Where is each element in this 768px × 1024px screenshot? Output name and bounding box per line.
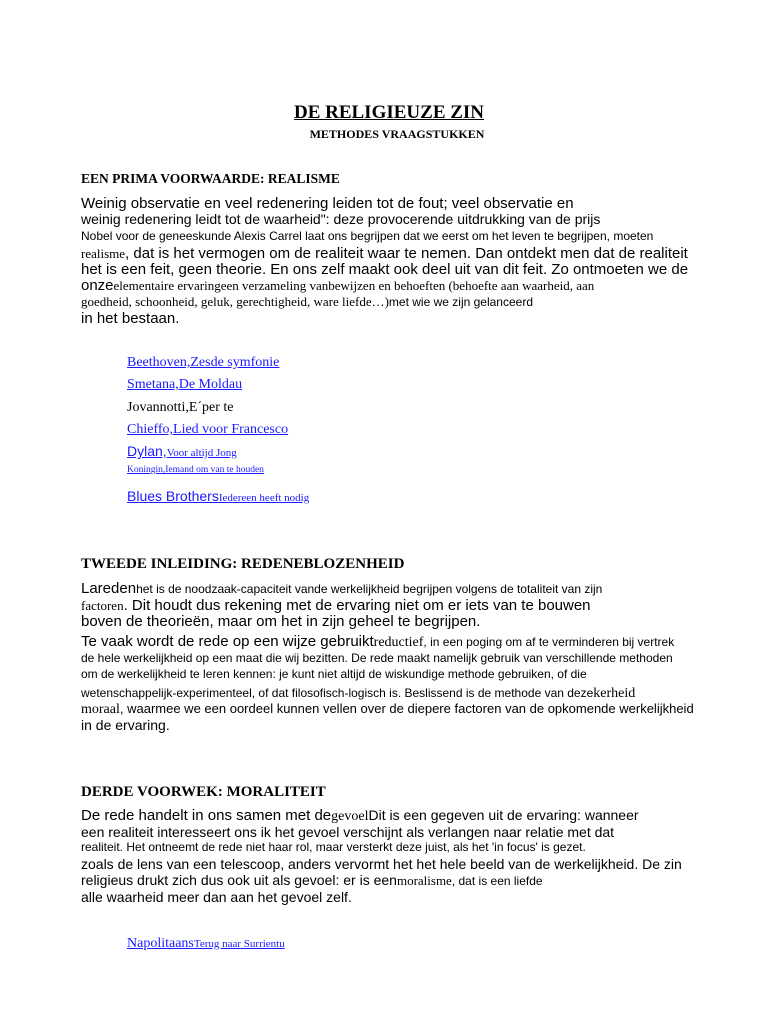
section1-line-7-text: goedheid, schoonheid, geluk, gerechtigheid, ware liefde…)	[81, 294, 389, 309]
napolitaans-song: Terug naar Surrientu	[193, 938, 285, 950]
section1-line-2: weinig redenering leidt tot de waarheid": deze provocerende uitdrukking van de prijs	[81, 211, 601, 227]
music-link-blues-brothers[interactable]	[127, 488, 309, 506]
section1-heading: EEN PRIMA VOORWAARDE: REALISME	[81, 171, 340, 186]
section3-line-5	[81, 872, 543, 890]
document-subtitle: METHODES VRAAGSTUKKEN	[309, 127, 485, 141]
section3-line-5-text: religieus drukt zich dus ook uit als gevoel: er is een	[81, 872, 397, 888]
section1-line-6-rest: een verzameling vanbewijzen en behoeften (behoefte aan waarheid, aan	[220, 278, 595, 293]
music-link-smetana[interactable]: Smetana,De Moldau	[127, 377, 243, 392]
section2-heading: TWEEDE INLEIDING: REDENEBLOZENHEID	[81, 556, 405, 572]
lareden-word: Lareden	[81, 580, 137, 597]
blues-song: Iedereen heeft nodig	[218, 492, 310, 504]
section2-line-6: om de werkelijkheid te leren kennen: je kunt niet altijd de wiskundige methode gebruiken, of die	[81, 667, 587, 681]
section2-line-8	[81, 700, 694, 718]
section2-line-5: de hele werkelijkheid op een maat die wij bezitten. De rede maakt namelijk gebruik van verschillende methoden	[81, 651, 673, 665]
section1-line-1: Weinig observatie en veel redenering leiden tot de fout; veel observatie en	[81, 195, 574, 212]
section1-line-7	[81, 293, 533, 311]
section2-line-9: in de ervaring.	[81, 717, 170, 733]
section2-line-3: boven de theorieën, maar om het in zijn geheel te begrijpen.	[81, 613, 481, 630]
section1-line-4-rest: , dat is het vermogen om de realiteit waar te nemen. Dan ontdekt men dat de realiteit	[125, 245, 688, 262]
factoren-word: factoren	[81, 598, 124, 613]
section3-line-3: realiteit. Het ontneemt de rede niet haar rol, maar versterkt deze juist, als het 'in focus' is gezet.	[81, 840, 586, 854]
section2-line-1-rest: het is de noodzaak-capaciteit vande werkelijkheid begrijpen volgens de totaliteit van zijn	[136, 582, 603, 596]
music-link-beethoven[interactable]: Beethoven,Zesde symfonie	[127, 355, 280, 370]
music-item-jovannotti: Jovannotti,E´per te	[127, 400, 234, 415]
realisme-term: realisme	[81, 246, 126, 261]
section2-line-4-rest: , in een poging om af te verminderen bij vertrek	[423, 635, 675, 649]
music-link-chieffo[interactable]: Chieffo,Lied voor Francesco	[127, 422, 289, 437]
section1-line-7-rest: met wie we zijn gelanceerd	[388, 295, 533, 309]
section2-line-7-text: wetenschappelijk-experimenteel, of dat filosofisch-logisch is. Beslissend is de methode van deze	[81, 686, 594, 700]
section2-line-4-text: Te vaak wordt de rede op een wijze gebruikt	[81, 633, 374, 650]
moralisme-term: moralisme	[396, 873, 452, 888]
section3-line-1-rest: Dit is een gegeven uit de ervaring: wanneer	[368, 807, 639, 823]
section3-line-2: een realiteit interesseert ons ik het gevoel verschijnt als verlangen naar relatie met dat	[81, 824, 615, 840]
napolitaans-artist: Napolitaans	[127, 936, 194, 951]
section3-line-1-text: De rede handelt in ons samen met de	[81, 807, 332, 824]
moraal-word: moraal	[81, 702, 120, 717]
blues-artist: Blues Brothers	[127, 488, 219, 504]
section2-line-2-rest: . Dit houdt dus rekening met de ervaring niet om er iets van te bouwen	[123, 597, 591, 614]
section2-line-8-rest: , waarmee we een oordeel kunnen vellen over de diepere factoren van de opkomende werkelijkheid	[119, 701, 694, 716]
kerheid-word: kerheid	[593, 686, 636, 701]
section1-line-5: het is een feit, geen theorie. En ons zelf maakt ook deel uit van dit feit. Zo ontmoeten we de	[81, 261, 689, 278]
music-link-dylan[interactable]	[127, 443, 237, 461]
elementaire-ervaring-term: elementaire ervaring	[113, 278, 221, 293]
dylan-song: Voor altijd Jong	[166, 447, 237, 459]
section3-line-4: zoals de lens van een telescoop, anders vervormt het het hele beeld van de werkelijkheid. De zin	[81, 856, 682, 872]
section1-line-3: Nobel voor de geneeskunde Alexis Carrel laat ons begrijpen dat we eerst om het leven te begrijpen, moeten	[81, 229, 654, 243]
music-link-koningin[interactable]: Koningin,Iemand om van te houden	[127, 465, 264, 475]
section2-line-4	[81, 633, 674, 651]
section3-line-6: alle waarheid meer dan aan het gevoel zelf.	[81, 889, 352, 905]
music-link-napolitaans[interactable]	[127, 934, 285, 952]
section3-line-5-rest: , dat is een liefde	[451, 874, 543, 888]
section1-line-8: in het bestaan.	[81, 310, 180, 327]
document-title: DE RELIGIEUZE ZIN	[293, 102, 485, 123]
reductief-term: reductief	[373, 635, 424, 650]
section3-line-1	[81, 807, 639, 825]
gevoel-word: gevoel	[331, 809, 369, 824]
onze-word: onze	[81, 277, 114, 294]
section3-heading: DERDE VOORWEK: MORALITEIT	[81, 784, 326, 800]
dylan-artist: Dylan,	[127, 443, 167, 459]
section2-line-1	[81, 580, 602, 598]
